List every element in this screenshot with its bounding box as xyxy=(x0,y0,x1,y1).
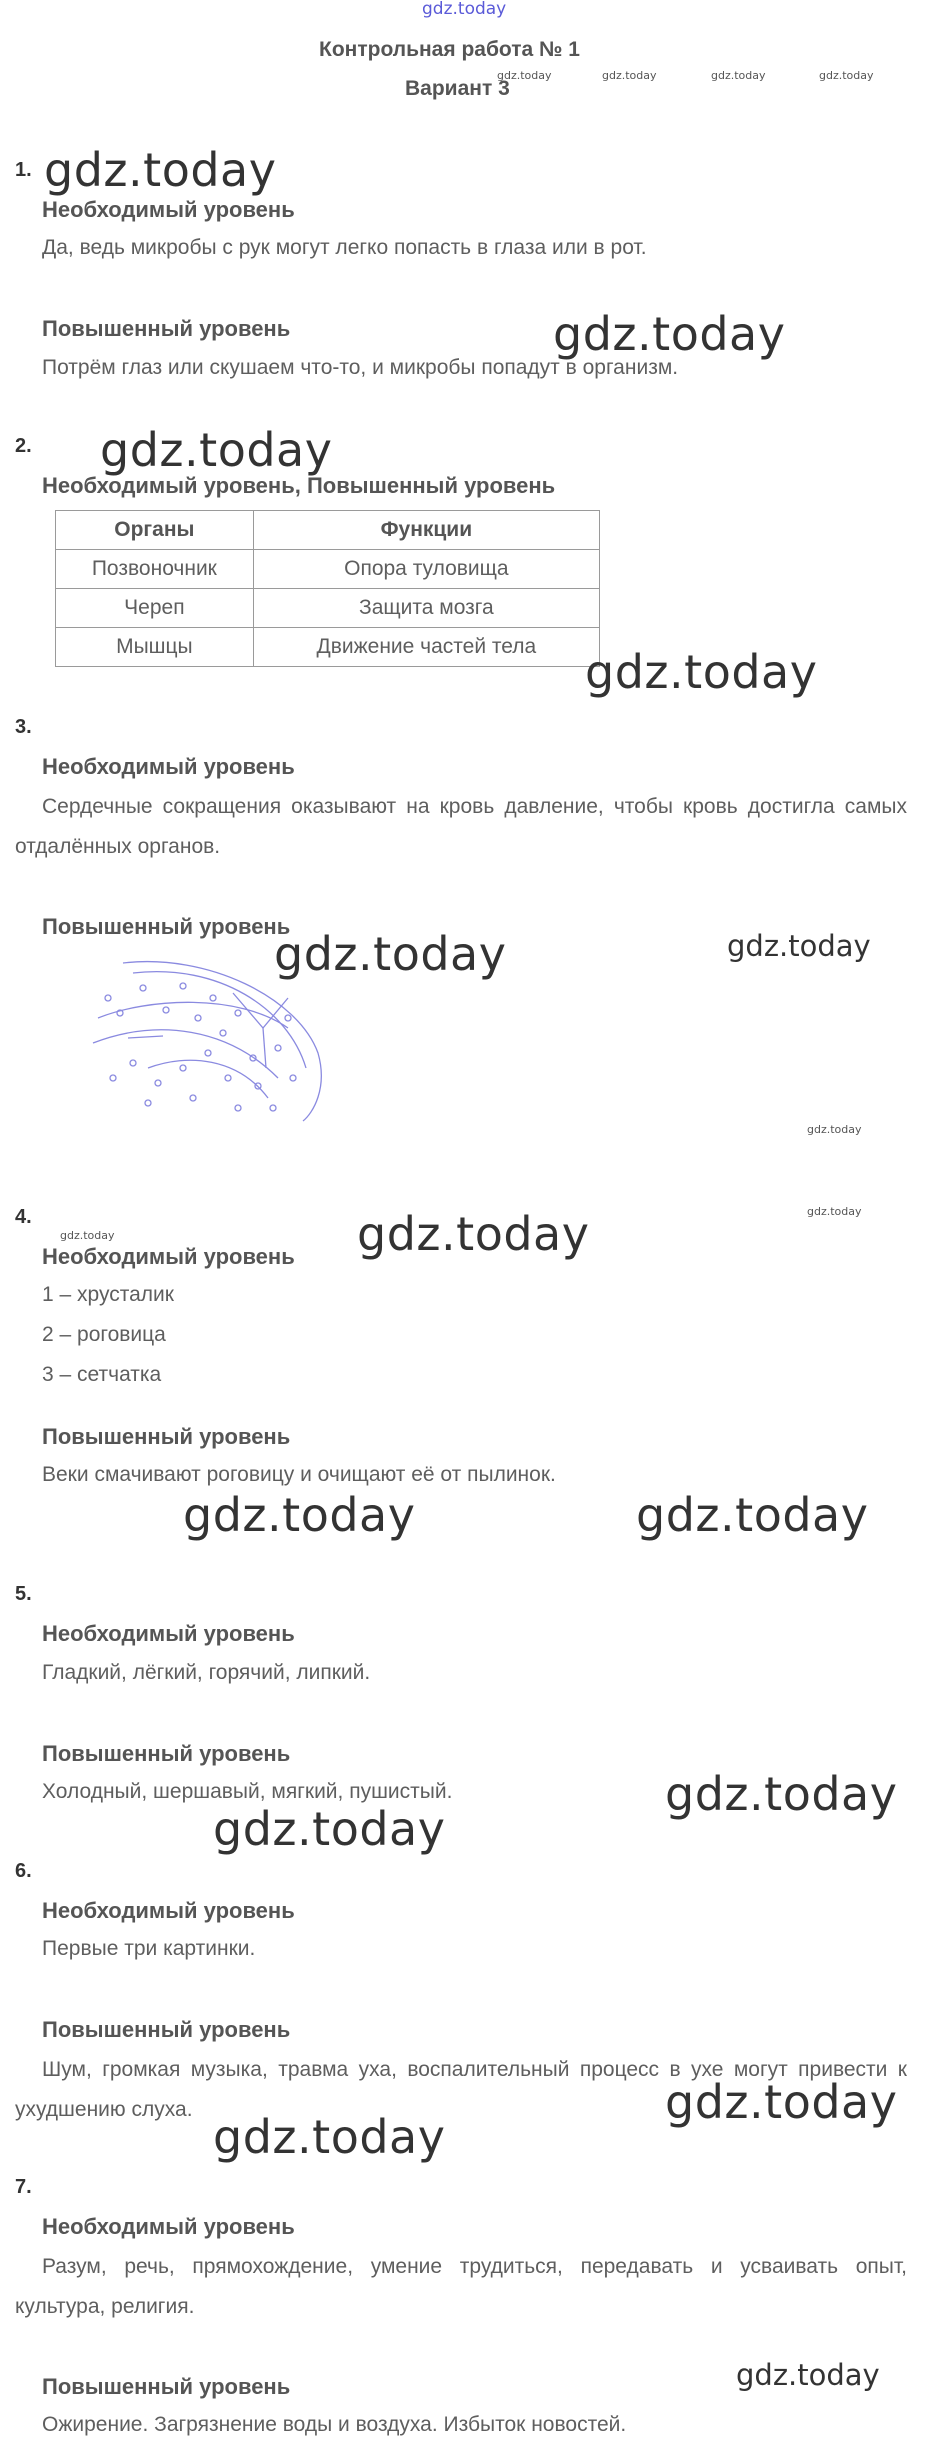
list-item: 3 – сетчатка xyxy=(42,1363,162,1386)
watermark: gdz.today xyxy=(585,645,818,699)
watermark: gdz.today xyxy=(213,1802,446,1856)
level-answer: Первые три картинки. xyxy=(42,1937,256,1960)
watermark: gdz.today xyxy=(213,2110,446,2164)
table-row xyxy=(56,628,600,667)
level-answer: Веки смачивают роговицу и очищают её от пылинок. xyxy=(42,1463,556,1486)
page-subtitle: Вариант 3 xyxy=(405,77,510,100)
table-header-row xyxy=(56,511,600,550)
level-heading: Необходимый уровень, Повышенный уровень xyxy=(42,473,556,498)
task-number: 4. xyxy=(15,1206,32,1228)
level-answer: Потрём глаз или скушаем что-то, и микробы попадут в организм. xyxy=(42,356,679,379)
task-number: 6. xyxy=(15,1860,32,1882)
watermark-small: gdz.today xyxy=(497,69,552,82)
task-number: 2. xyxy=(15,435,32,457)
watermark-small: gdz.today xyxy=(711,69,766,82)
level-heading: Повышенный уровень xyxy=(42,316,291,341)
level-heading: Повышенный уровень xyxy=(42,914,291,939)
column-header: Органы xyxy=(56,511,254,550)
level-heading: Повышенный уровень xyxy=(42,2017,291,2042)
watermark: gdz.today xyxy=(665,2075,898,2129)
watermark: gdz.today xyxy=(727,929,871,963)
level-heading: Необходимый уровень xyxy=(42,754,295,779)
level-answer: Разум, речь, прямохождение, умение трудиться, передавать и усваивать опыт, культура, религия. xyxy=(15,2255,907,2318)
table-cell: Мышцы xyxy=(56,628,254,667)
table-row xyxy=(56,589,600,628)
blood-drawing-image xyxy=(88,958,338,1123)
level-answer: Да, ведь микробы с рук могут легко попасть в глаза или в рот. xyxy=(42,236,647,259)
level-answer: Шум, громкая музыка, травма уха, воспалительный процесс в ухе могут привести к ухудшению слуха. xyxy=(15,2058,907,2121)
task-number: 7. xyxy=(15,2176,32,2198)
level-answer: Сердечные сокращения оказывают на кровь давление, чтобы кровь достигла самых отдалённых органов. xyxy=(15,795,907,858)
watermark: gdz.today xyxy=(100,423,333,477)
level-heading: Необходимый уровень xyxy=(42,2214,295,2239)
watermark: gdz.today xyxy=(183,1488,416,1542)
level-heading: Необходимый уровень xyxy=(42,1244,295,1269)
watermark: gdz.today xyxy=(553,307,786,361)
watermark-small: gdz.today xyxy=(60,1229,115,1242)
task-number: 5. xyxy=(15,1583,32,1605)
task-number: 1. xyxy=(15,159,32,181)
watermark-small: gdz.today xyxy=(807,1205,862,1218)
level-heading: Необходимый уровень xyxy=(42,1898,295,1923)
watermark-small: gdz.today xyxy=(807,1123,862,1136)
watermark-top: gdz.today xyxy=(422,0,507,19)
task-number: 3. xyxy=(15,716,32,738)
organs-table xyxy=(55,510,600,667)
level-heading: Повышенный уровень xyxy=(42,1424,291,1449)
watermark-small: gdz.today xyxy=(819,69,874,82)
watermark-small: gdz.today xyxy=(602,69,657,82)
table-cell: Опора туловища xyxy=(253,550,599,589)
list-item: 1 – хрусталик xyxy=(42,1283,174,1306)
watermark: gdz.today xyxy=(665,1767,898,1821)
level-heading: Необходимый уровень xyxy=(42,197,295,222)
watermark: gdz.today xyxy=(636,1488,869,1542)
list-item: 2 – роговица xyxy=(42,1323,166,1346)
watermark: gdz.today xyxy=(274,927,507,981)
table-cell: Позвоночник xyxy=(56,550,254,589)
table-cell: Череп xyxy=(56,589,254,628)
watermark: gdz.today xyxy=(357,1207,590,1261)
level-answer: Ожирение. Загрязнение воды и воздуха. Избыток новостей. xyxy=(42,2413,627,2436)
table-cell: Движение частей тела xyxy=(253,628,599,667)
level-answer: Гладкий, лёгкий, горячий, липкий. xyxy=(42,1661,371,1684)
table-cell: Защита мозга xyxy=(253,589,599,628)
watermark: gdz.today xyxy=(736,2358,880,2392)
page-title: Контрольная работа № 1 xyxy=(319,38,580,61)
level-heading: Повышенный уровень xyxy=(42,2374,291,2399)
level-heading: Необходимый уровень xyxy=(42,1621,295,1646)
watermark: gdz.today xyxy=(44,143,277,197)
table-row xyxy=(56,550,600,589)
level-answer: Холодный, шершавый, мягкий, пушистый. xyxy=(42,1780,453,1803)
level-heading: Повышенный уровень xyxy=(42,1741,291,1766)
column-header: Функции xyxy=(253,511,599,550)
